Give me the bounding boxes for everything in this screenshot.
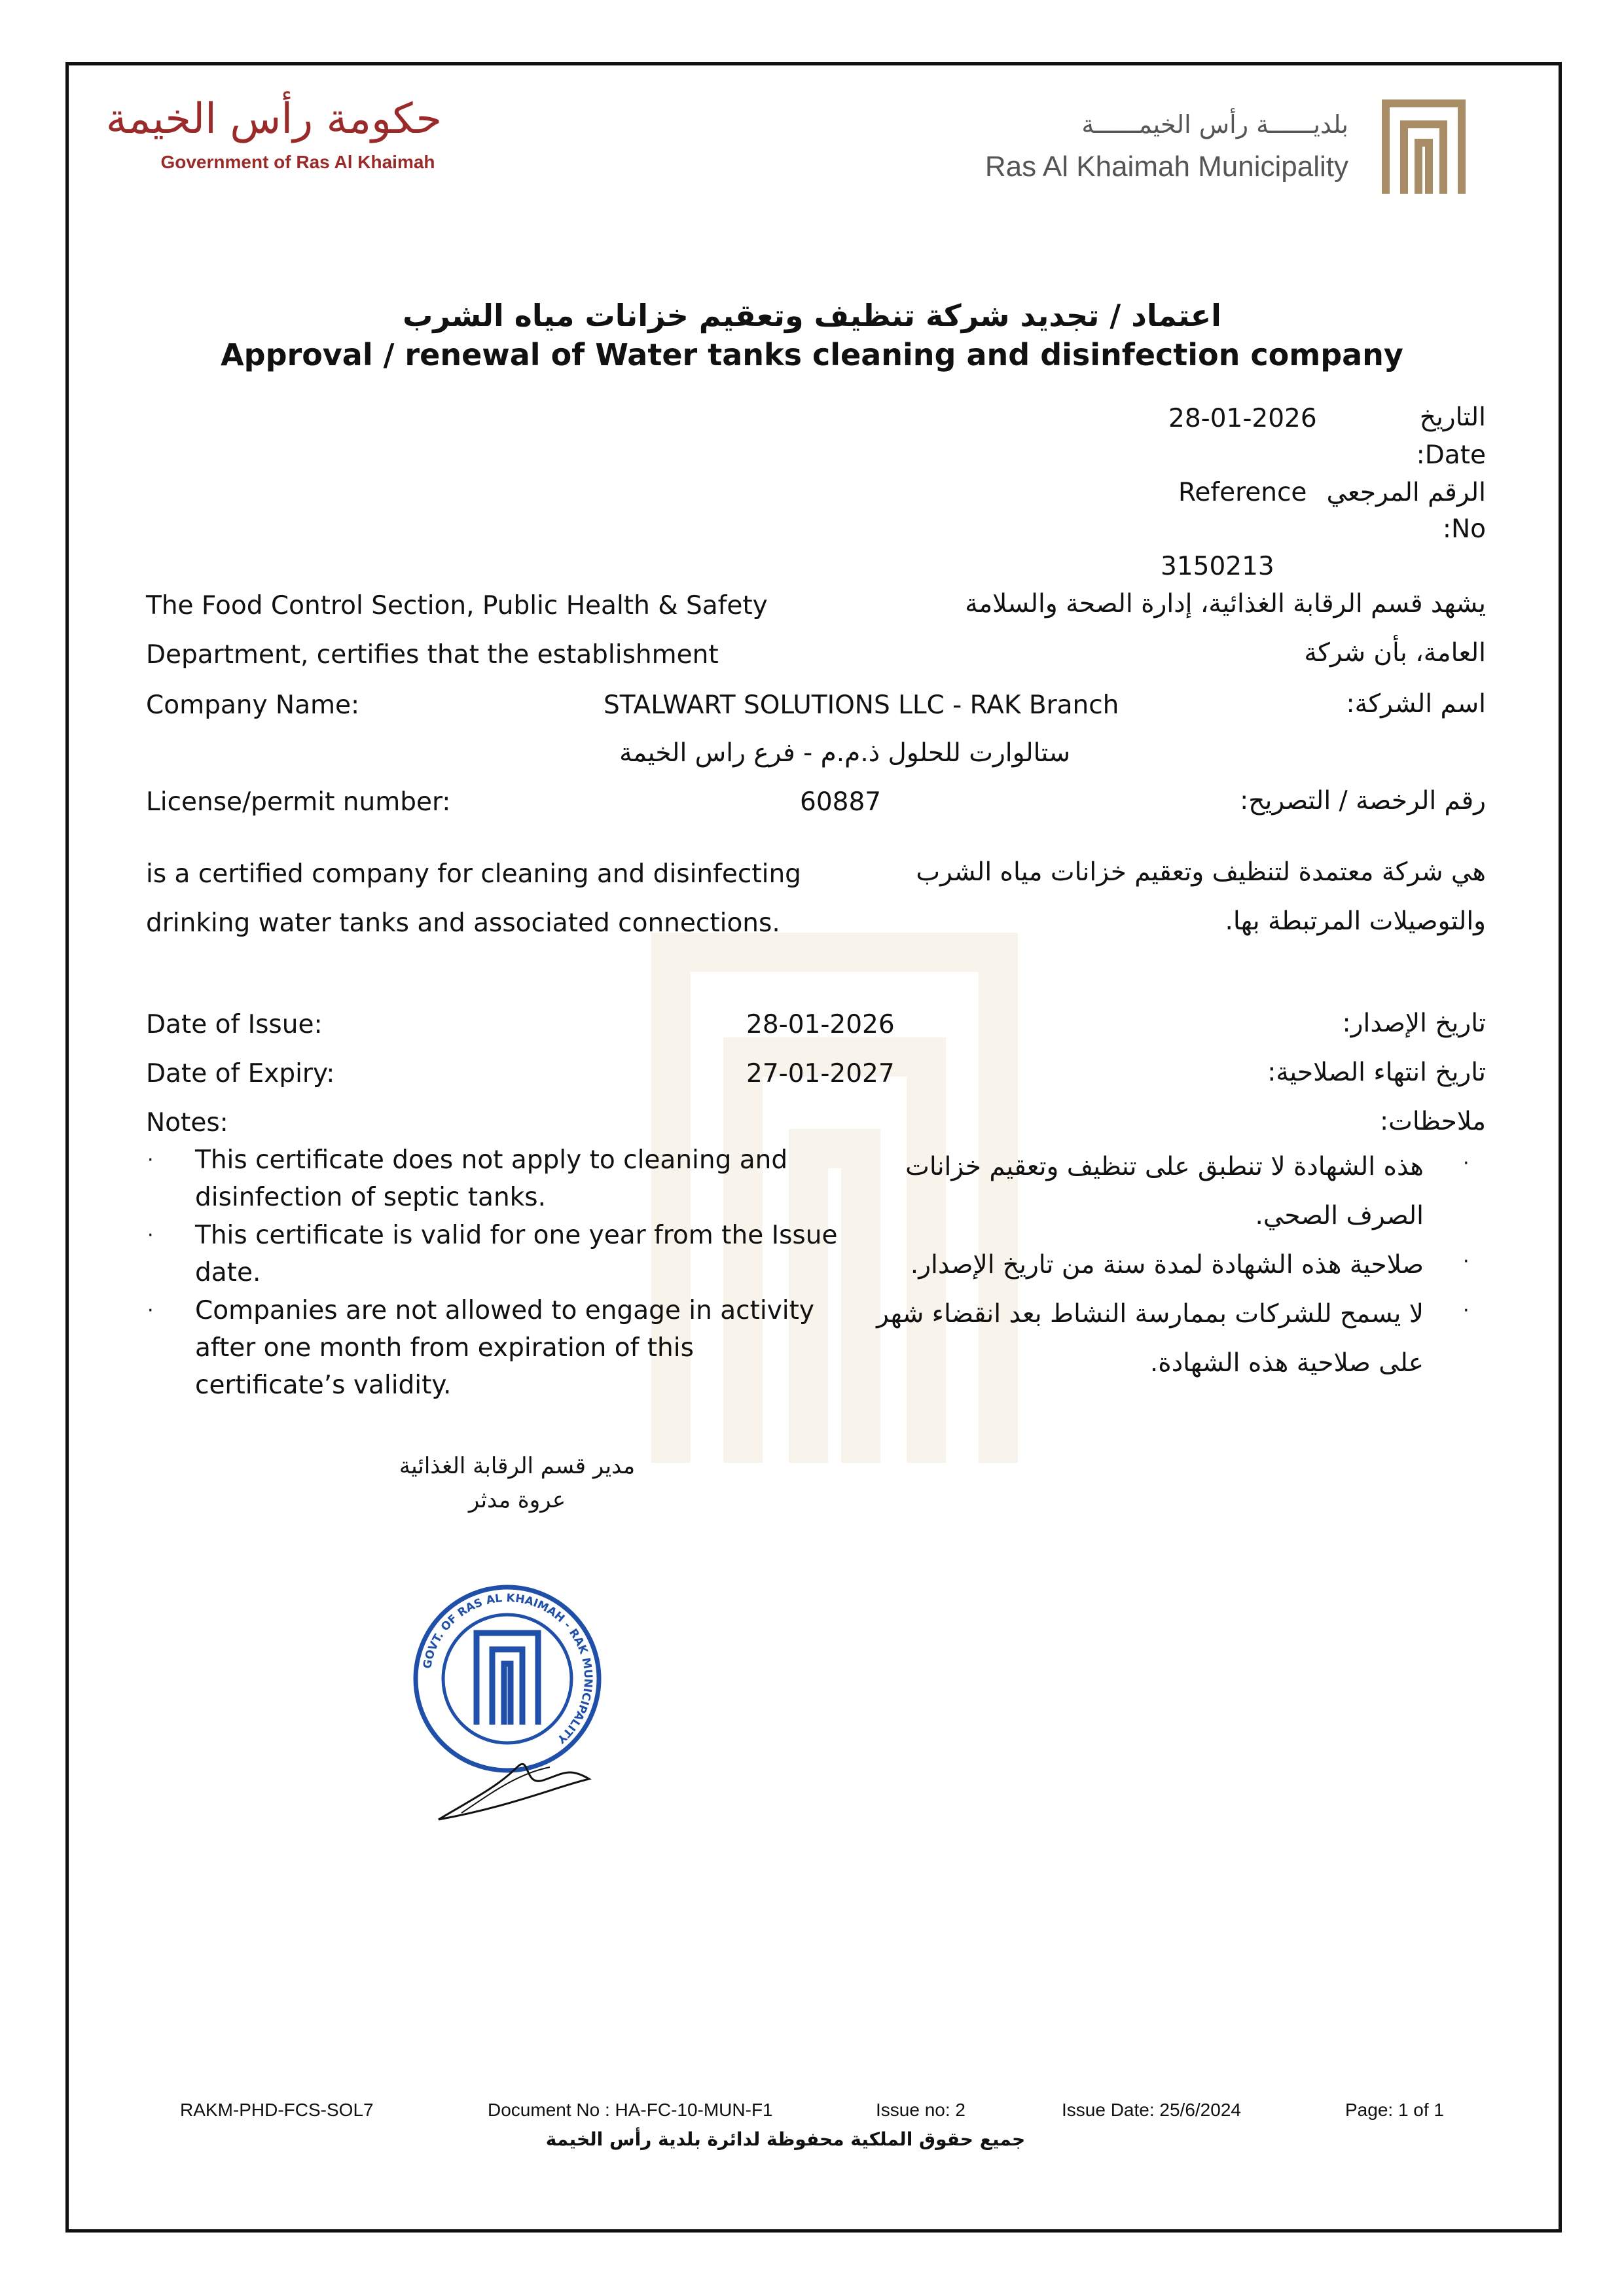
intro-arabic-line1: يشهد قسم الرقابة الغذائية، إدارة الصحة والسلامة (965, 589, 1486, 619)
official-stamp-seal (399, 1571, 615, 1846)
note-en-3-line1: Companies are not allowed to engage in activity (195, 1296, 814, 1325)
footer-issue-no: Issue no: 2 (876, 2100, 965, 2120)
intro-arabic-line2: العامة، بأن شركة (1304, 638, 1486, 668)
note-ar-3-line1: لا يسمح للشركات بممارسة النشاط بعد انقضاء شهر (876, 1299, 1424, 1329)
expiry-date-value: 27-01-2027 (746, 1059, 895, 1088)
title-arabic: اعتماد / تجديد شركة تنظيف وتعقيم خزانات مياه الشرب (403, 298, 1221, 333)
reference-value: 3150213 (1161, 552, 1274, 581)
note-bullet: · (147, 1224, 154, 1247)
note-en-2-line2: date. (195, 1258, 261, 1287)
note-ar-1-line2: الصرف الصحي. (1255, 1201, 1424, 1230)
note-ar-1-line1: هذه الشهادة لا تنطبق على تنظيف وتعقيم خزانات (905, 1152, 1424, 1181)
gov-logo-english: Government of Ras Al Khaimah (160, 152, 435, 172)
note-en-1-line2: disinfection of septic tanks. (195, 1183, 546, 1212)
reference-label-arabic: الرقم المرجعي (1326, 478, 1486, 507)
date-value: 28-01-2026 (1168, 404, 1317, 433)
issue-date-value: 28-01-2026 (746, 1010, 895, 1039)
note-bullet: · (1463, 1299, 1470, 1322)
license-label-arabic: رقم الرخصة / التصريح: (1240, 786, 1486, 816)
license-label-english: License/permit number: (146, 787, 451, 817)
notes-label-arabic: ملاحظات: (1380, 1107, 1486, 1136)
intro-english-line2: Department, certifies that the establishment (146, 640, 719, 670)
certified-english-line2: drinking water tanks and associated connections. (146, 908, 780, 938)
note-en-3-line3: certificate’s validity. (195, 1371, 452, 1400)
certified-english-line1: is a certified company for cleaning and disinfecting (146, 859, 801, 889)
signatory-title: مدير قسم الرقابة الغذائية (399, 1453, 636, 1479)
signatory-name: عروة مدثر (468, 1487, 566, 1513)
license-number: 60887 (800, 787, 882, 817)
municipality-watermark (632, 913, 1038, 1476)
svg-text:GOVT. OF RAS AL KHAIMAH - RAK: GOVT. OF RAS AL KHAIMAH - RAK MUNICIPALITY (420, 1591, 595, 1746)
municipality-name-english: Ras Al Khaimah Municipality (984, 151, 1348, 183)
company-label-english: Company Name: (146, 691, 360, 720)
date-label-arabic: التاريخ (1419, 403, 1486, 432)
footer-copyright: جميع حقوق الملكية محفوظة لدائرة بلدية رأس الخيمة (545, 2128, 1026, 2150)
note-ar-2-line1: صلاحية هذه الشهادة لمدة سنة من تاريخ الإصدار. (910, 1250, 1424, 1280)
issue-date-label-english: Date of Issue: (146, 1010, 323, 1039)
note-bullet: · (147, 1299, 154, 1322)
gov-logo-arabic: حكومة رأس الخيمة (105, 95, 442, 143)
note-en-1-line1: This certificate does not apply to cleaning and (195, 1145, 788, 1175)
note-en-2-line1: This certificate is valid for one year from the Issue (195, 1221, 838, 1250)
expiry-date-label-arabic: تاريخ انتهاء الصلاحية: (1267, 1058, 1486, 1087)
certified-arabic-line1: هي شركة معتمدة لتنظيف وتعقيم خزانات مياه الشرب (916, 857, 1486, 887)
intro-english-line1: The Food Control Section, Public Health & Safety (146, 591, 768, 620)
reference-no-label: :No (1442, 514, 1486, 544)
note-bullet: · (1463, 1250, 1470, 1273)
footer-page-number: Page: 1 of 1 (1345, 2100, 1445, 2120)
issue-date-label-arabic: تاريخ الإصدار: (1342, 1009, 1486, 1038)
municipality-logo-icon (1378, 97, 1470, 195)
note-en-3-line2: after one month from expiration of this (195, 1333, 694, 1363)
reference-label-english: Reference (1178, 478, 1307, 507)
company-name-english: STALWART SOLUTIONS LLC - RAK Branch (604, 691, 1119, 720)
expiry-date-label-english: Date of Expiry: (146, 1059, 335, 1088)
date-label-english: :Date (1416, 440, 1486, 470)
certified-arabic-line2: والتوصيلات المرتبطة بها. (1225, 906, 1486, 936)
company-label-arabic: اسم الشركة: (1346, 689, 1486, 719)
footer-issue-date: Issue Date: 25/6/2024 (1062, 2100, 1241, 2120)
notes-label-english: Notes: (146, 1108, 228, 1138)
note-ar-3-line2: على صلاحية هذه الشهادة. (1149, 1348, 1424, 1378)
company-name-arabic: ستالوارت للحلول ذ.م.م - فرع راس الخيمة (619, 738, 1070, 768)
footer-form-code: RAKM-PHD-FCS-SOL7 (180, 2100, 374, 2120)
municipality-name-arabic: بلديــــــة رأس الخيمــــــة (1081, 110, 1348, 139)
footer-document-no: Document No : HA-FC-10-MUN-F1 (488, 2100, 773, 2120)
title-english: Approval / renewal of Water tanks cleaning and disinfection company (221, 337, 1403, 372)
note-bullet: · (1463, 1152, 1470, 1175)
note-bullet: · (147, 1149, 154, 1172)
